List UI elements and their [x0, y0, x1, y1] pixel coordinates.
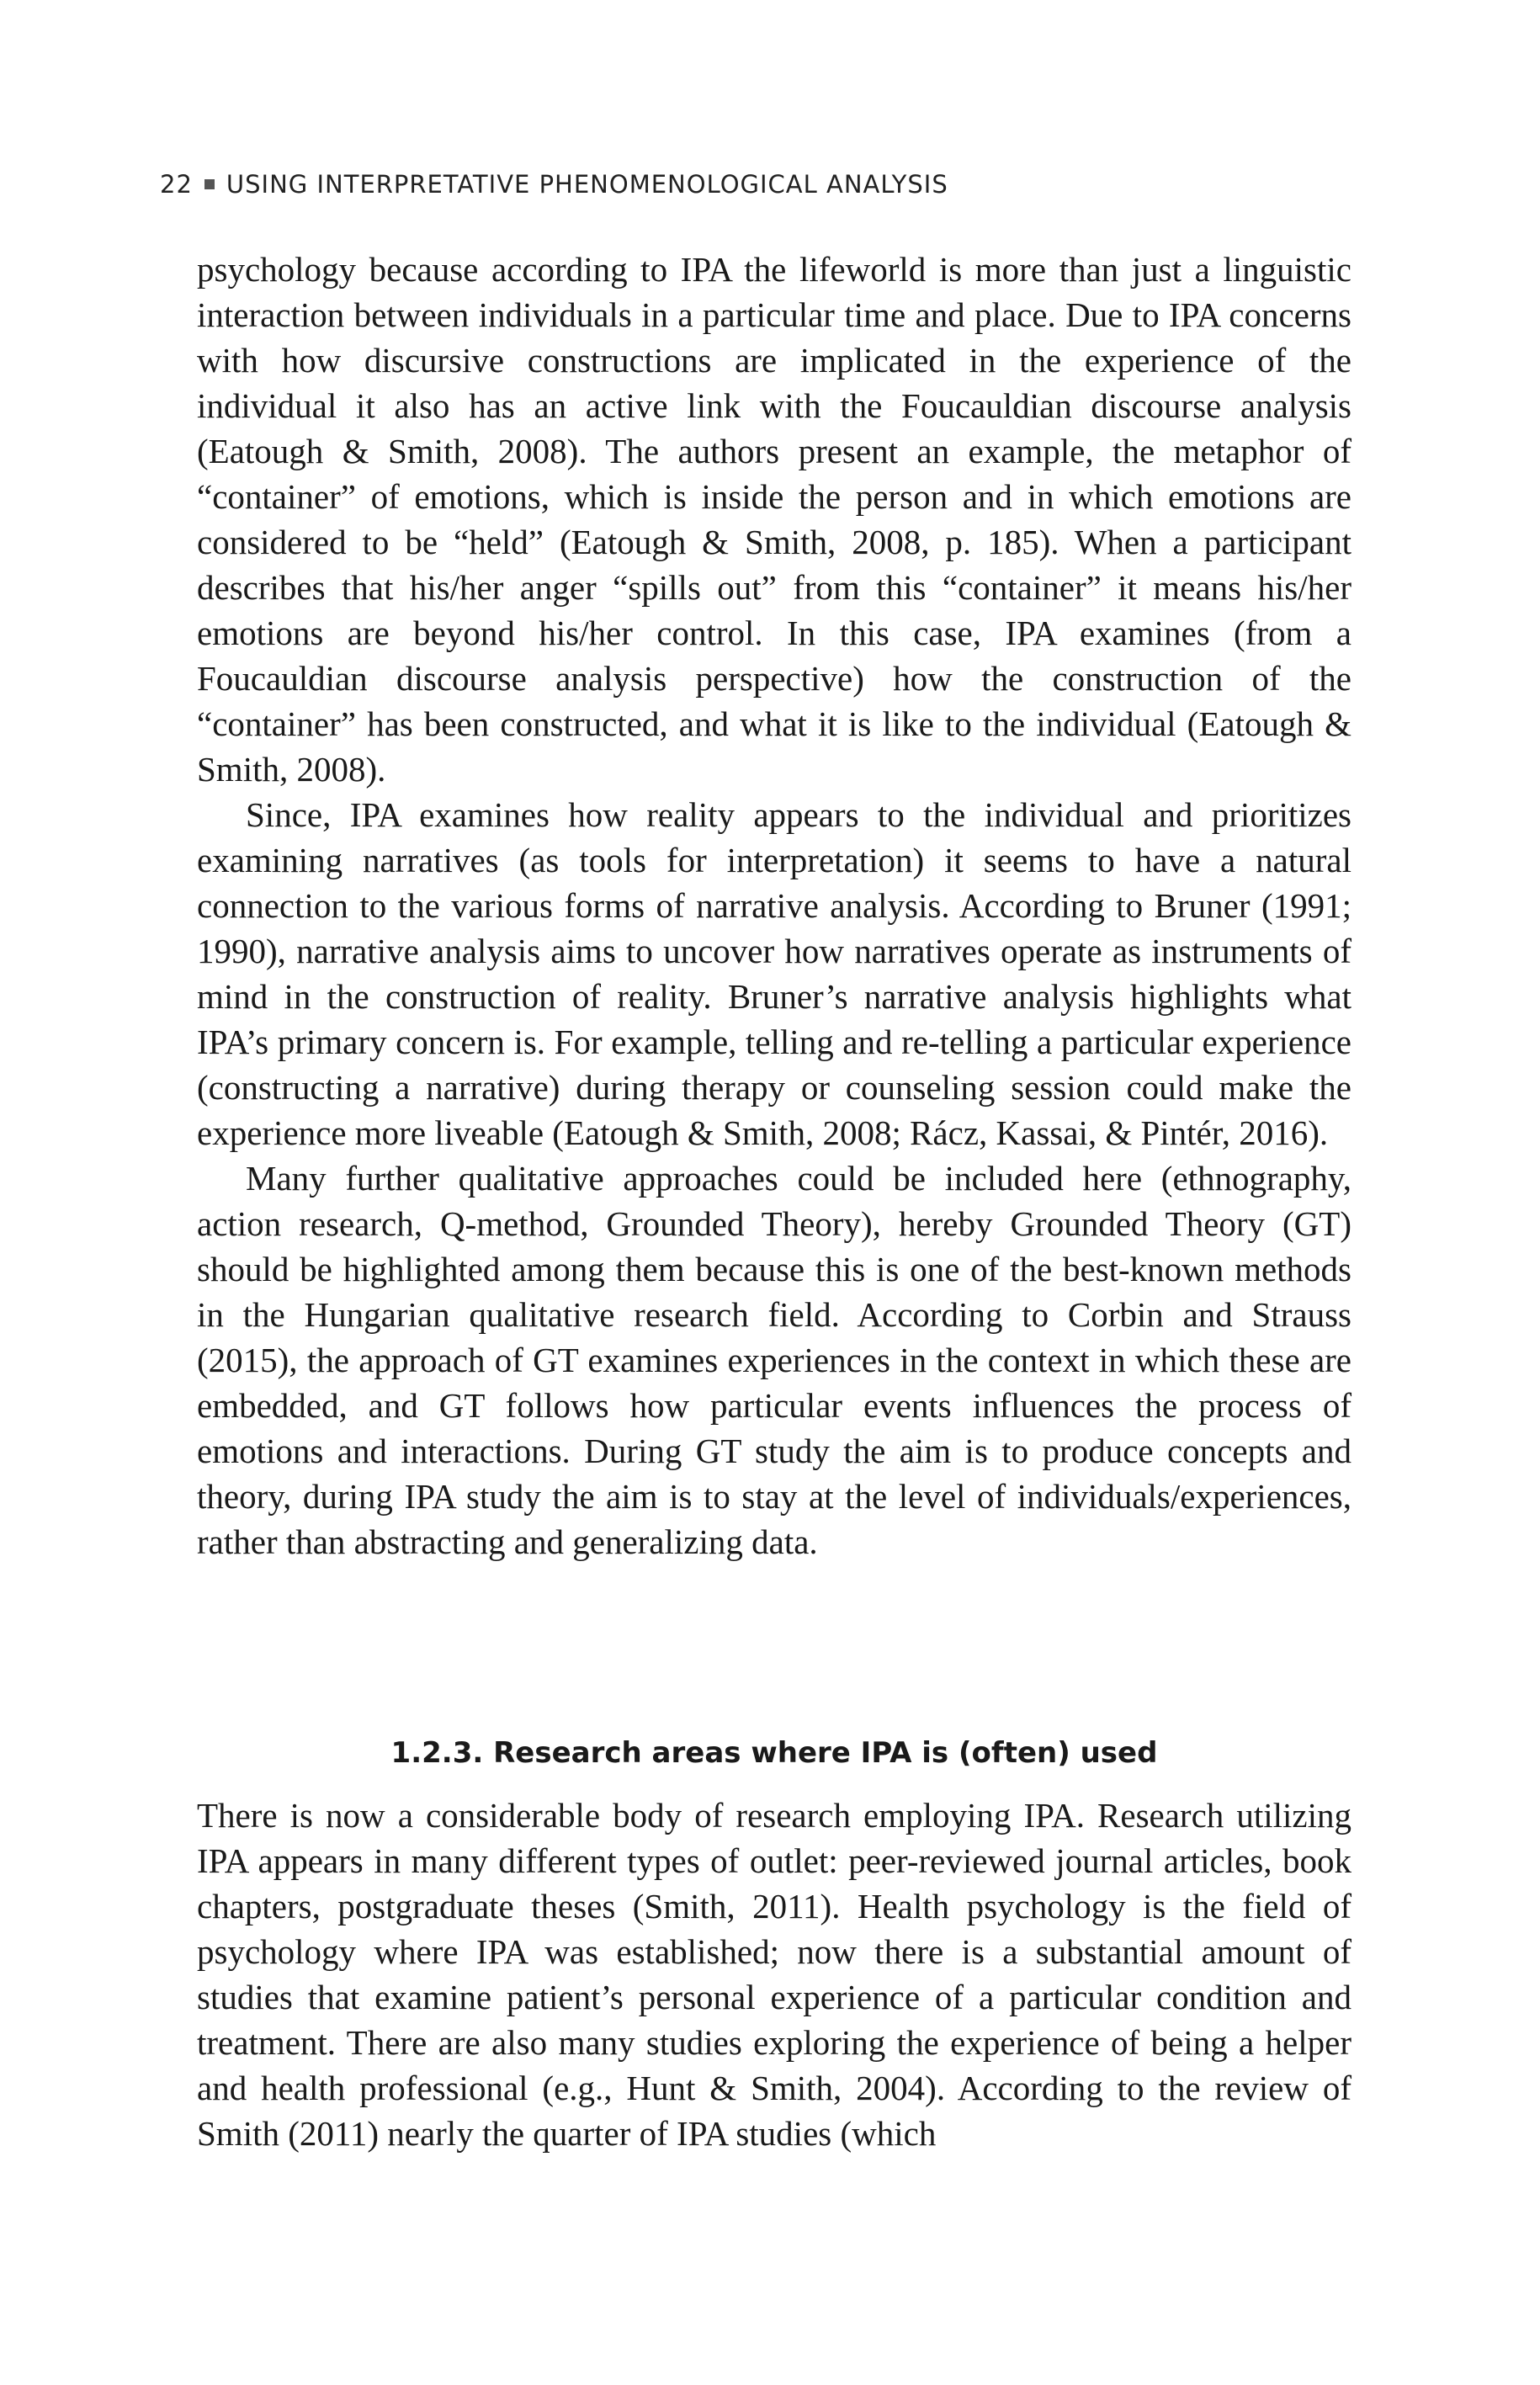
paragraph-research-areas: There is now a considerable body of research employing IPA. Research utilizing IPA appears in many different types of outlet: peer-reviewed journal articles, book chapters, postgraduate theses (Smith, 2011). Health psychology is the field of psychology where IPA was established; now there is a substantial amount of studies that examine patient’s personal experience of a particular condition and treatment. There are also many studies exploring the experience of being a helper and health professional (e.g., Hunt & Smith, 2004). According to the review of Smith (2011) nearly the quarter of IPA studies (which: [197, 1796, 1351, 2153]
paragraph-narrative-analysis: Since, IPA examines how reality appears to the individual and prioritizes examining narratives (as tools for interpretation) it seems to have a natural connection to the various forms of narrative analysis. According to Bruner (1991; 1990), narrative analysis aims to uncover how narratives operate as instruments of mind in the construction of reality. Bruner’s narrative analysis highlights what IPA’s primary concern is. For example, telling and re-telling a particular experience (constructing a narrative) during therapy or counseling session could make the experience more liveable (Eatough & Smith, 2008; Rácz, Kassai, & Pintér, 2016).: [197, 795, 1351, 1152]
paragraph-continued: psychology because according to IPA the lifeworld is more than just a linguistic interaction between individuals in a particular time and place. Due to IPA concerns with how discursive constructions are implicated in the experience of the individual it also has an active link with the Foucauldian discourse analysis (Eatough & Smith, 2008). The authors present an example, the metaphor of “container” of emotions, which is inside the person and in which emotions are considered to be “held” (Eatough & Smith, 2008, p. 185). When a participant describes that his/her anger “spills out” from this “container” it means his/her emotions are beyond his/her control. In this case, IPA examines (from a Foucauldian discourse analysis perspective) how the construction of the “container” has been constructed, and what it is like to the individual (Eatough & Smith, 2008).: [197, 250, 1351, 789]
paragraph-grounded-theory: Many further qualitative approaches could be included here (ethnography, action research, Q-method, Grounded Theory), hereby Grounded Theory (GT) should be highlighted among them because this is one of the best-known methods in the Hungarian qualitative research field. According to Corbin and Strauss (2015), the approach of GT examines experiences in the context in which these are embedded, and GT follows how particular events influences the process of emotions and interactions. During GT study the aim is to produce concepts and theory, during IPA study the aim is to stay at the level of individuals/experiences, rather than abstracting and generalizing data.: [197, 1159, 1351, 1561]
running-head: [160, 170, 948, 199]
body-text-lower: [197, 1793, 1351, 2156]
page-number: 22: [160, 170, 193, 199]
running-title: USING INTERPRETATIVE PHENOMENOLOGICAL ANALYSIS: [226, 170, 948, 199]
section-heading: 1.2.3. Research areas where IPA is (often) used: [390, 1736, 1158, 1771]
body-text-upper: [197, 247, 1351, 1564]
square-separator-icon: [204, 179, 215, 189]
